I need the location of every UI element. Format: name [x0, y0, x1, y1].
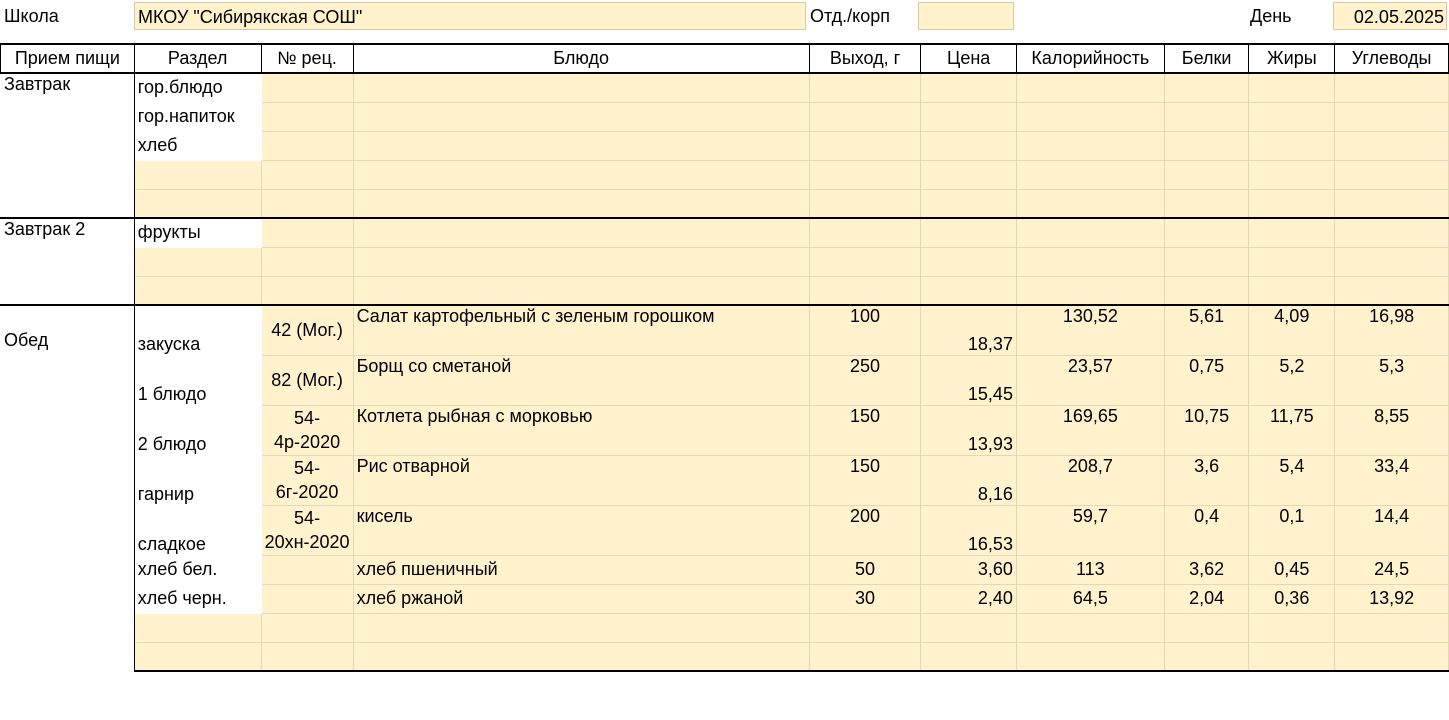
school-field[interactable]: МКОУ "Сибирякская СОШ": [134, 2, 806, 30]
fat-cell[interactable]: [1249, 642, 1335, 671]
dish-cell[interactable]: [353, 247, 809, 276]
table-row: [1, 555, 1449, 584]
yield-cell[interactable]: [809, 218, 921, 247]
yield-cell[interactable]: 250: [809, 355, 921, 405]
fat-cell[interactable]: 0,36: [1249, 584, 1335, 613]
dish-cell[interactable]: Котлета рыбная с морковью: [353, 405, 809, 455]
price-cell[interactable]: [921, 247, 1017, 276]
price-cell[interactable]: [921, 642, 1017, 671]
protein-cell[interactable]: [1164, 160, 1249, 189]
dish-cell[interactable]: [353, 102, 809, 131]
section-cell[interactable]: гарнир: [134, 455, 261, 505]
kcal-cell[interactable]: [1016, 247, 1164, 276]
yield-cell[interactable]: [809, 160, 921, 189]
table-row: [1, 102, 1449, 131]
recipe-cell[interactable]: 54-4р-2020: [261, 405, 353, 455]
protein-cell[interactable]: [1164, 642, 1249, 671]
col-section: Раздел: [134, 44, 261, 73]
school-label: Школа: [4, 6, 59, 26]
meal-breakfast2: Завтрак 2: [1, 218, 135, 305]
carbs-cell[interactable]: [1335, 131, 1449, 160]
section-cell[interactable]: [134, 276, 261, 305]
table-row: [1, 305, 1449, 355]
yield-cell[interactable]: [809, 276, 921, 305]
carbs-cell[interactable]: [1335, 276, 1449, 305]
section-cell[interactable]: 1 блюдо: [134, 355, 261, 405]
yield-cell[interactable]: [809, 613, 921, 642]
section-cell[interactable]: [134, 189, 261, 218]
recipe-cell[interactable]: 42 (Мог.): [261, 305, 353, 355]
recipe-cell[interactable]: [261, 247, 353, 276]
yield-cell[interactable]: [809, 247, 921, 276]
carbs-cell[interactable]: [1335, 160, 1449, 189]
protein-cell[interactable]: [1164, 73, 1249, 102]
dish-cell[interactable]: Салат картофельный с зеленым горошком: [353, 305, 809, 355]
carbs-cell[interactable]: 8,55: [1335, 405, 1449, 455]
table-row: [1, 455, 1449, 505]
protein-cell[interactable]: 3,6: [1164, 455, 1249, 505]
recipe-cell[interactable]: [261, 276, 353, 305]
carbs-cell[interactable]: [1335, 247, 1449, 276]
recipe-cell[interactable]: [261, 131, 353, 160]
section-cell[interactable]: 2 блюдо: [134, 405, 261, 455]
fat-cell[interactable]: [1249, 160, 1335, 189]
protein-cell[interactable]: 3,62: [1164, 555, 1249, 584]
dish-cell[interactable]: [353, 189, 809, 218]
table-row: [1, 405, 1449, 455]
carbs-cell[interactable]: [1335, 189, 1449, 218]
col-kcal: Калорийность: [1016, 44, 1164, 73]
protein-cell[interactable]: 0,4: [1164, 505, 1249, 555]
kcal-cell[interactable]: [1016, 189, 1164, 218]
kcal-cell[interactable]: [1016, 131, 1164, 160]
kcal-cell[interactable]: 23,57: [1016, 355, 1164, 405]
table-row: [1, 505, 1449, 555]
section-cell[interactable]: [134, 613, 261, 642]
protein-cell[interactable]: [1164, 247, 1249, 276]
price-cell[interactable]: 8,16: [921, 455, 1017, 505]
section-cell[interactable]: закуска: [134, 305, 261, 355]
kcal-cell[interactable]: 208,7: [1016, 455, 1164, 505]
price-cell[interactable]: 16,53: [921, 505, 1017, 555]
carbs-cell[interactable]: 16,98: [1335, 305, 1449, 355]
carbs-cell[interactable]: 5,3: [1335, 355, 1449, 405]
fat-cell[interactable]: 5,2: [1249, 355, 1335, 405]
protein-cell[interactable]: [1164, 102, 1249, 131]
dish-cell[interactable]: [353, 613, 809, 642]
protein-cell[interactable]: 5,61: [1164, 305, 1249, 355]
carbs-cell[interactable]: [1335, 613, 1449, 642]
section-cell[interactable]: [134, 642, 261, 671]
table-row: [1, 73, 1449, 102]
col-dish: Блюдо: [353, 44, 809, 73]
recipe-cell[interactable]: 82 (Мог.): [261, 355, 353, 405]
fat-cell[interactable]: [1249, 218, 1335, 247]
section-cell[interactable]: сладкое: [134, 505, 261, 555]
fat-cell[interactable]: [1249, 613, 1335, 642]
price-cell[interactable]: [921, 276, 1017, 305]
table-row: [1, 613, 1449, 642]
protein-cell[interactable]: 10,75: [1164, 405, 1249, 455]
yield-cell[interactable]: [809, 73, 921, 102]
table-row: [1, 218, 1449, 247]
table-row: [1, 355, 1449, 405]
fat-cell[interactable]: [1249, 276, 1335, 305]
kcal-cell[interactable]: 64,5: [1016, 584, 1164, 613]
protein-cell[interactable]: [1164, 189, 1249, 218]
fat-cell[interactable]: 11,75: [1249, 405, 1335, 455]
price-cell[interactable]: [921, 160, 1017, 189]
price-cell[interactable]: [921, 218, 1017, 247]
recipe-cell[interactable]: [261, 584, 353, 613]
kcal-cell[interactable]: [1016, 613, 1164, 642]
day-field[interactable]: 02.05.2025: [1333, 2, 1447, 30]
fat-cell[interactable]: 0,45: [1249, 555, 1335, 584]
yield-cell[interactable]: 30: [809, 584, 921, 613]
carbs-cell[interactable]: 13,92: [1335, 584, 1449, 613]
table-row: [1, 584, 1449, 613]
dish-cell[interactable]: хлеб ржаной: [353, 584, 809, 613]
recipe-cell[interactable]: [261, 102, 353, 131]
kcal-cell[interactable]: 59,7: [1016, 505, 1164, 555]
menu-table: [0, 43, 1449, 672]
kcal-cell[interactable]: [1016, 218, 1164, 247]
carbs-cell[interactable]: [1335, 102, 1449, 131]
recipe-cell[interactable]: [261, 73, 353, 102]
recipe-cell[interactable]: 54-20хн-2020: [261, 505, 353, 555]
carbs-cell[interactable]: [1335, 218, 1449, 247]
recipe-cell[interactable]: [261, 555, 353, 584]
price-cell[interactable]: [921, 73, 1017, 102]
meal-breakfast: Завтрак: [1, 73, 135, 218]
kcal-cell[interactable]: [1016, 642, 1164, 671]
section-cell[interactable]: хлеб: [134, 131, 261, 160]
section-cell[interactable]: хлеб черн.: [134, 584, 261, 613]
kcal-cell[interactable]: 169,65: [1016, 405, 1164, 455]
fat-cell[interactable]: 5,4: [1249, 455, 1335, 505]
price-cell[interactable]: 18,37: [921, 305, 1017, 355]
yield-cell[interactable]: 50: [809, 555, 921, 584]
fat-cell[interactable]: 0,1: [1249, 505, 1335, 555]
dish-cell[interactable]: хлеб пшеничный: [353, 555, 809, 584]
recipe-cell[interactable]: [261, 160, 353, 189]
carbs-cell[interactable]: 33,4: [1335, 455, 1449, 505]
dish-cell[interactable]: [353, 160, 809, 189]
dish-cell[interactable]: Рис отварной: [353, 455, 809, 505]
col-price: Цена: [921, 44, 1017, 73]
fat-cell[interactable]: [1249, 247, 1335, 276]
protein-cell[interactable]: [1164, 131, 1249, 160]
protein-cell[interactable]: [1164, 218, 1249, 247]
carbs-cell[interactable]: [1335, 642, 1449, 671]
kcal-cell[interactable]: [1016, 160, 1164, 189]
yield-cell[interactable]: [809, 131, 921, 160]
section-cell[interactable]: гор.блюдо: [134, 73, 261, 102]
dish-cell[interactable]: [353, 276, 809, 305]
price-cell[interactable]: [921, 131, 1017, 160]
price-cell[interactable]: [921, 102, 1017, 131]
dish-cell[interactable]: кисель: [353, 505, 809, 555]
day-label: День: [1250, 6, 1292, 26]
recipe-cell[interactable]: [261, 613, 353, 642]
dish-cell[interactable]: Борщ со сметаной: [353, 355, 809, 405]
fat-cell[interactable]: [1249, 131, 1335, 160]
col-fat: Жиры: [1249, 44, 1335, 73]
yield-cell[interactable]: [809, 189, 921, 218]
price-cell[interactable]: [921, 613, 1017, 642]
table-row: [1, 131, 1449, 160]
table-row: [1, 642, 1449, 671]
price-cell[interactable]: [921, 189, 1017, 218]
dept-label: Отд./корп: [810, 6, 890, 26]
table-row: [1, 189, 1449, 218]
carbs-cell[interactable]: 24,5: [1335, 555, 1449, 584]
col-yield: Выход, г: [809, 44, 921, 73]
yield-cell[interactable]: 200: [809, 505, 921, 555]
protein-cell[interactable]: [1164, 276, 1249, 305]
fat-cell[interactable]: [1249, 189, 1335, 218]
kcal-cell[interactable]: 130,52: [1016, 305, 1164, 355]
dish-cell[interactable]: [353, 218, 809, 247]
fat-cell[interactable]: [1249, 73, 1335, 102]
kcal-cell[interactable]: [1016, 276, 1164, 305]
col-protein: Белки: [1164, 44, 1249, 73]
protein-cell[interactable]: [1164, 613, 1249, 642]
dish-cell[interactable]: [353, 642, 809, 671]
dish-cell[interactable]: [353, 73, 809, 102]
table-row: [1, 247, 1449, 276]
col-meal: Прием пищи: [1, 44, 135, 73]
recipe-cell[interactable]: 54-6г-2020: [261, 455, 353, 505]
price-cell[interactable]: 13,93: [921, 405, 1017, 455]
table-row: [1, 276, 1449, 305]
col-recipe: № рец.: [261, 44, 353, 73]
column-header-row: [1, 44, 1449, 73]
yield-cell[interactable]: 100: [809, 305, 921, 355]
yield-cell[interactable]: 150: [809, 405, 921, 455]
dept-field[interactable]: [918, 2, 1014, 30]
table-row: [1, 160, 1449, 189]
price-cell[interactable]: 3,60: [921, 555, 1017, 584]
section-cell[interactable]: гор.напиток: [134, 102, 261, 131]
kcal-cell[interactable]: [1016, 73, 1164, 102]
kcal-cell[interactable]: [1016, 102, 1164, 131]
yield-cell[interactable]: [809, 102, 921, 131]
meal-lunch: Обед: [1, 305, 135, 671]
section-cell[interactable]: [134, 247, 261, 276]
kcal-cell[interactable]: 113: [1016, 555, 1164, 584]
section-cell[interactable]: хлеб бел.: [134, 555, 261, 584]
col-carbs: Углеводы: [1335, 44, 1449, 73]
fat-cell[interactable]: [1249, 102, 1335, 131]
protein-cell[interactable]: 0,75: [1164, 355, 1249, 405]
recipe-cell[interactable]: [261, 189, 353, 218]
price-cell[interactable]: 15,45: [921, 355, 1017, 405]
section-cell[interactable]: [134, 160, 261, 189]
fat-cell[interactable]: 4,09: [1249, 305, 1335, 355]
carbs-cell[interactable]: 14,4: [1335, 505, 1449, 555]
recipe-cell[interactable]: [261, 642, 353, 671]
recipe-cell[interactable]: [261, 218, 353, 247]
carbs-cell[interactable]: [1335, 73, 1449, 102]
yield-cell[interactable]: 150: [809, 455, 921, 505]
yield-cell[interactable]: [809, 642, 921, 671]
dish-cell[interactable]: [353, 131, 809, 160]
section-cell[interactable]: фрукты: [134, 218, 261, 247]
protein-cell[interactable]: 2,04: [1164, 584, 1249, 613]
price-cell[interactable]: 2,40: [921, 584, 1017, 613]
